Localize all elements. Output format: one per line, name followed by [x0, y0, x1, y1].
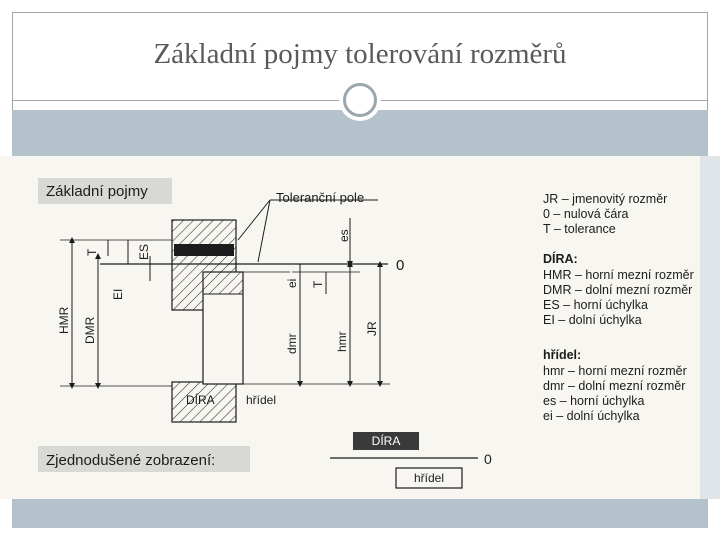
- hole-label: DÍRA: [186, 393, 215, 407]
- hole-tolerance-band: [174, 244, 234, 256]
- t-right-label: T: [311, 280, 325, 288]
- tolerance-diagram: [0, 156, 720, 499]
- es-shaft-label: es: [337, 229, 351, 242]
- dmr-shaft-label: dmr: [285, 333, 299, 354]
- legend-line: dmr – dolní mezní rozměr: [543, 379, 686, 393]
- legend-line: T – tolerance: [543, 222, 616, 236]
- legend-hole-heading: DÍRA:: [543, 252, 578, 266]
- hmr-shaft-label: hmr: [335, 331, 349, 352]
- tolerance-field-label: Toleranční pole: [276, 190, 365, 205]
- legend-line: JR – jmenovitý rozměr: [543, 192, 668, 206]
- es-upper-label: ES: [137, 243, 151, 260]
- dmr-upper-label: DMR: [83, 316, 97, 344]
- figure-heading: Základní pojmy: [46, 183, 148, 200]
- circle-ornament-icon: [339, 79, 381, 121]
- legend-line: es – horní úchylka: [543, 394, 645, 408]
- simplified-zero-label: 0: [484, 451, 492, 467]
- bottom-accent-band: [12, 499, 708, 528]
- callout-leader-1: [238, 200, 270, 240]
- scanned-figure: [0, 156, 720, 499]
- legend-line: HMR – horní mezní rozměr: [543, 268, 694, 282]
- simplified-heading: Zjednodušené zobrazení:: [46, 452, 216, 469]
- legend-line: hmr – horní mezní rozměr: [543, 364, 687, 378]
- ei-upper-label: EI: [111, 288, 125, 300]
- ei-shaft-label: ei: [285, 278, 299, 288]
- jr-label: JR: [365, 321, 379, 336]
- simplified-shaft-label: hřídel: [413, 471, 445, 485]
- legend-line: 0 – nulová čára: [543, 207, 629, 221]
- legend: [543, 192, 694, 423]
- callout-leader-2: [258, 200, 270, 262]
- legend-line: ei – dolní úchylka: [543, 409, 640, 423]
- legend-shaft-heading: hřídel:: [543, 348, 582, 362]
- legend-line: DMR – dolní mezní rozměr: [543, 283, 693, 297]
- legend-line: ES – horní úchylka: [543, 298, 648, 312]
- shaft-label: hřídel: [246, 393, 277, 407]
- simplified-hole-label: DÍRA: [371, 434, 401, 448]
- legend-line: EI – dolní úchylka: [543, 313, 642, 327]
- zero-line-label: 0: [396, 257, 405, 274]
- shaft-tolerance-band: [203, 272, 243, 294]
- t-left-label: T: [85, 248, 99, 256]
- hmr-upper-label: HMR: [57, 306, 71, 334]
- slide-title: Základní pojmy tolerování rozměrů: [153, 38, 567, 70]
